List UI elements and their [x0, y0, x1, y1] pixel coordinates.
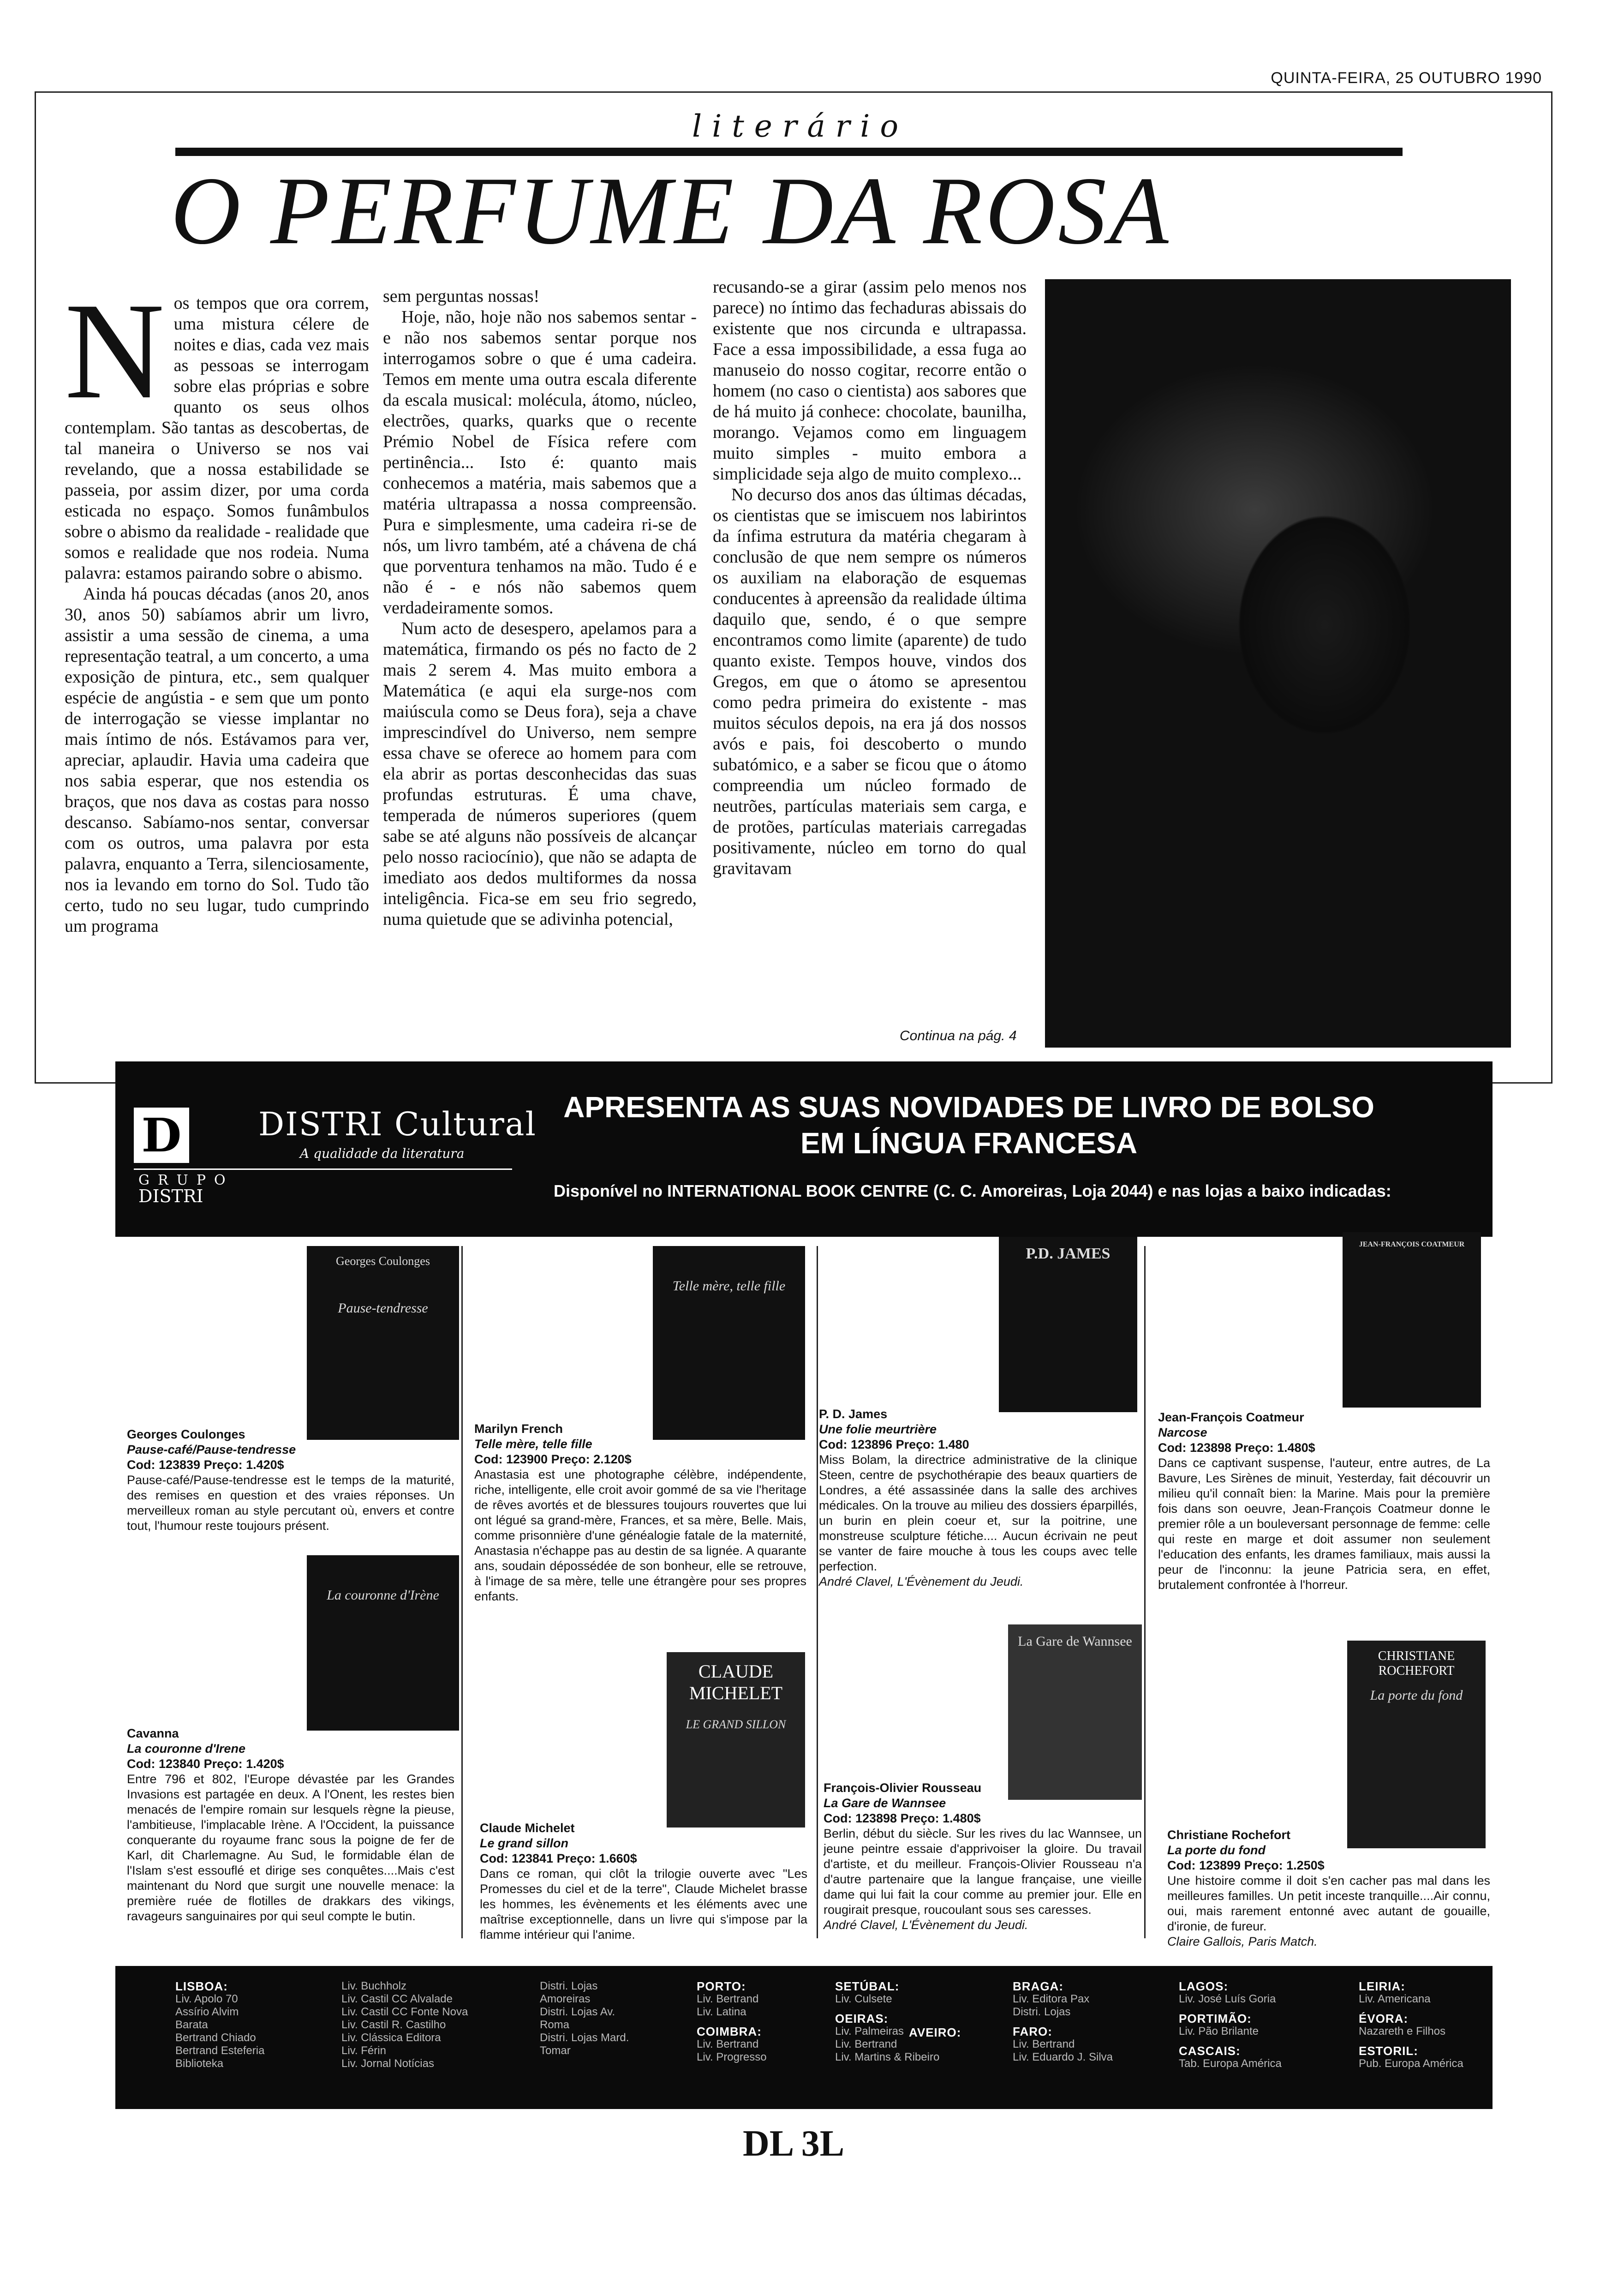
ad-availability: Disponível no INTERNATIONAL BOOK CENTRE (C. C. Amoreiras, Loja 2044) e nas lojas a baixo indicadas: [554, 1181, 1391, 1200]
book-entry [819, 1407, 1137, 1589]
book-entry [1158, 1410, 1490, 1593]
book-author: Cavanna [127, 1726, 179, 1740]
city-name: ÉVORA: [1359, 2012, 1409, 2025]
cover-author: JEAN-FRANÇOIS COATMEUR [1359, 1240, 1465, 1248]
store-group [909, 2026, 961, 2039]
city-name: LAGOS: [1179, 1979, 1229, 1993]
book-code: Cod: 123898 Preço: 1.480$ [824, 1811, 981, 1825]
book-quote: Claire Gallois, Paris Match. [1167, 1935, 1318, 1948]
store-item: Liv. Castil R. Castilho [341, 2019, 446, 2031]
book-author: Claude Michelet [480, 1821, 575, 1835]
column-divider [1144, 1246, 1146, 1938]
article-paragraph: Hoje, não, hoje não nos sabemos sentar - e não nos sabemos sentar porque nos interrogamos sobre o que é uma cadeira. Temos em mente uma outra escala diferente da escala musical: molécula, átomo, núcleo, electrões, quarks, quarks que o recente Prémio Nobel de Física refere com pertinência... Isto é: quanto mais conhecemos a matéria, mais sabemos que a matéria ultrapassa a nossa compreensão. Pura e simplesmente, uma cadeira ri-se de nós, um livro também, até a chávena de chá que porventura tenhamos na mão. Tudo é e não é - e nós não sabemos quem verdadeiramente somos. [383, 307, 697, 617]
header-rule [175, 148, 1403, 156]
book-code: Cod: 123896 Preço: 1.480 [819, 1438, 969, 1451]
book-description: Pause-café/Pause-tendresse est le temps de la maturité, des remises en question et des vraies réponses. Un merveilleux roman au style percutant où, envers et contre tout, l'humour reste toujours présent. [127, 1473, 454, 1533]
article-paragraph: recusando-se a girar (assim pelo menos nos parece) no íntimo das fechaduras abissais do existente que nos circunda e ultrapassa. Face a essa impossibilidade, a essa fuga ao manuseio do nosso cogitar, recorre então o homem (no caso o cientista) aos sabores que de há muito já conhece: chocolate, baunilha, morango. Vejamos como em linguagem muito simples - muito embora a simplicidade seja algo de muito complexo... [713, 277, 1027, 484]
book-code: Cod: 123898 Preço: 1.480$ [1158, 1441, 1315, 1455]
book-description: Dans ce captivant suspense, l'auteur, entre autres, de La Bavure, Les Sirènes de minuit, Yesterday, fait découvrir un milieu qu'il connaît bien: la Marine. Mais pour la première fois dans son oeuvre, Jean-François Coatmeur donne le premier rôle a un bouleversant personnage de femme: celle qui reste en marge et doit assumer non seulement l'education des enfants, les drames familiaux, mais aussi la peur de l'inconnu: la jeune Patricia sera, en effet, brutalement confrontée à l'horreur. [1158, 1456, 1490, 1592]
store-item: Distri. Lojas Av. Roma [540, 2006, 615, 2031]
store-item: Pub. Europa América [1359, 2057, 1463, 2070]
store-item: Assírio Alvim [175, 2006, 239, 2018]
issue-date: QUINTA-FEIRA, 25 OUTUBRO 1990 [1271, 69, 1542, 87]
store-group [697, 1980, 767, 2064]
article-paragraph: Num acto de desespero, apelamos para a matemática, firmando os pés no facto de 2 mais 2 serem 4. Mas muito embora a Matemática (e aqui ela surge-nos com maiúscula como se Deus fora), seja a chave imprescindível do Universo, nem sempre essa chave se oferece ao homem para com ela abrir as portas desconhecidas das suas profundas estruturas. É uma chave, temperada de números superiores (quem sabe se até alguns não possíveis de alcançar pelo nosso raciocínio), que não se adapta de imediato aos dedos multiformes da nossa inteligência. Fica-se em seu frio segredo, numa quietude que se adivinha potencial, [383, 619, 697, 929]
cover-title: La couronne d'Irène [327, 1588, 439, 1603]
city-name: ESTORIL: [1359, 2044, 1418, 2058]
article-paragraph: sem perguntas nossas! [383, 287, 540, 306]
ad-headline-line-1: APRESENTA AS SUAS NOVIDADES DE LIVRO DE BOLSO [563, 1091, 1374, 1124]
store-item: Liv. Pão Brilante [1179, 2025, 1259, 2037]
book-description: Berlin, début du siècle. Sur les rives du lac Wannsee, un jeune peintre essaie d'apprivoiser la gloire. Du travail d'artiste, et du meilleur. François-Olivier Rousseau n'a d'autre partenaire que la langue française, une vieille dame qui lui fait la cour comme au premier jour. Elle en rougirait presque, roucoulant sous ses caresses. [824, 1827, 1142, 1917]
ad-brand: DISTRI Cultural [258, 1105, 537, 1143]
store-item: Liv. Férin [341, 2044, 386, 2057]
city-name: LISBOA: [175, 1979, 228, 1993]
book-code: Cod: 123899 Preço: 1.250$ [1167, 1858, 1325, 1872]
store-item: Liv. Culsete [835, 1993, 892, 2005]
book-cover [1347, 1641, 1486, 1848]
book-cover [1008, 1624, 1142, 1800]
book-title: La couronne d'Irene [127, 1742, 245, 1756]
book-code: Cod: 123841 Preço: 1.660$ [480, 1852, 637, 1865]
store-group [1013, 1980, 1113, 2064]
store-item: Bertrand Esteferia [175, 2044, 265, 2057]
city-name: LEIRIA: [1359, 1979, 1405, 1993]
article-column-2 [383, 286, 697, 1052]
book-title: Narcose [1158, 1426, 1207, 1439]
book-entry [824, 1780, 1142, 1933]
cover-author: Georges Coulonges [336, 1254, 430, 1268]
cover-title: LE GRAND SILLON [686, 1718, 786, 1731]
city-name: COIMBRA: [697, 2025, 762, 2038]
publication-logo: DL 3L [743, 2123, 845, 2164]
store-item: Biblioteka [175, 2057, 224, 2070]
book-author: Jean-François Coatmeur [1158, 1410, 1304, 1424]
article-paragraph: Ainda há poucas décadas (anos 20, anos 30, anos 50) sabíamos abrir um livro, assistir a uma sessão de cinema, a uma representação teatral, a um concerto, a uma exposição de pintura, etc., sem qualquer espécie de angústia - e sem que um ponto de interrogação se viesse implantar no mais íntimo de nós. Estávamos para ver, apreciar, aplaudir. Havia uma cadeira que nos sabia esperar, que nos estendia os braços, que nos dava as costas para nosso descanso. Sabíamo-nos sentar, conversar com os outros, uma palavra por esta palavra, enquanto a Terra, silenciosamente, nos ia levando em torno do Sol. Tudo tão certo, tudo no seu lugar, tudo cumprindo um programa [65, 584, 369, 936]
city-name: PORTO: [697, 1979, 746, 1993]
store-group [1179, 1980, 1282, 2070]
book-title: La porte du fond [1167, 1843, 1266, 1857]
book-title: Le grand sillon [480, 1836, 569, 1850]
book-entry [474, 1421, 806, 1604]
book-author: François-Olivier Rousseau [824, 1781, 982, 1795]
rose-photo [1045, 279, 1511, 1048]
city-name: FARO: [1013, 2025, 1052, 2038]
book-code: Cod: 123900 Preço: 2.120$ [474, 1452, 632, 1466]
column-divider [817, 1246, 818, 1938]
ad-group: GRUPO [138, 1172, 234, 1188]
store-item: Distri. Lojas Amoreiras [540, 1980, 598, 2005]
book-cover [307, 1246, 459, 1440]
cover-title: Pause-tendresse [338, 1300, 428, 1316]
book-cover [667, 1652, 805, 1828]
column-divider [461, 1246, 463, 1938]
store-item: Bertrand Chiado [175, 2031, 256, 2044]
store-item: Liv. Editora Pax [1013, 1993, 1090, 2005]
book-cover [1343, 1232, 1481, 1408]
store-item: Liv. Americana [1359, 1993, 1431, 2005]
store-group [341, 1980, 468, 2070]
store-item: Liv. Bertrand [697, 2038, 759, 2050]
book-code: Cod: 123839 Preço: 1.420$ [127, 1458, 284, 1472]
book-author: Marilyn French [474, 1422, 563, 1436]
book-entry [127, 1726, 454, 1924]
book-entry [1167, 1828, 1490, 1949]
ad-tagline: A qualidade da literatura [300, 1146, 465, 1161]
book-entry [127, 1427, 454, 1534]
store-item: Liv. Bertrand [835, 2038, 897, 2050]
store-item: Distri. Lojas Mard. Tomar [540, 2031, 629, 2057]
book-cover [307, 1555, 459, 1731]
cover-title: Telle mère, telle fille [672, 1278, 786, 1294]
store-item: Distri. Lojas [1013, 2006, 1071, 2018]
store-item: Liv. Bertrand [1013, 2038, 1075, 2050]
book-title: Une folie meurtrière [819, 1422, 937, 1436]
store-group [175, 1980, 264, 2070]
book-description: Entre 796 et 802, l'Europe dévastée par les Grandes Invasions est partagée en deux. A l'Onent, les restes bien menacés de l'empire romain sur lesquels règne la pieuse, l'ambitieuse, l'implacable Irène. A l'Occident, la puissance conquerante du royaume franc sous la poigne de fer de Karl, dit Charlemagne. Au Sud, le formidable élan de l'Islam s'est essouflé et dirige ses conquêtes....Mais c'est maintenant du Nord que surgit une nouvelle menace: la première ruée de flotilles de drakkars des vikings, ravageurs sanguinaires por qui seul compte le butin. [127, 1772, 454, 1923]
book-cover [653, 1246, 805, 1440]
book-description: Anastasia est une photographe célèbre, indépendente, riche, intelligente, elle croit avoir gommé de sa vie l'heritage de rêves avortés et de blessures toujours rouvertes que lui ont légué sa grand-mère, Frances, et sa mère, Belle. Mais, comme prisonnière d'une généalogie fatale de la maternité, Anastasia n'échappe pas au destin de sa lignée. A quarante ans, soudain dépossédée de son bonheur, elle se retrouve, à l'image de sa mère, telle une étrangère pour ses propres enfants. [474, 1468, 806, 1603]
book-title: La Gare de Wannsee [824, 1796, 946, 1810]
book-quote: André Clavel, L'Évènement du Jeudi. [824, 1918, 1028, 1932]
ad-headline-line-2: EM LÍNGUA FRANCESA [800, 1127, 1138, 1160]
ad-headline [531, 1089, 1407, 1161]
store-item: Liv. Castil CC Fonte Nova [341, 2006, 468, 2018]
store-item: Liv. Progresso [697, 2051, 767, 2063]
book-description: Une histoire comme il doit s'en cacher pas mal dans les meilleures familles. Un petit inceste tranquille....Air connu, oui, mais rarement entonné avec autant de gouaille, d'ironie, de fureur. [1167, 1874, 1490, 1933]
city-name: SETÚBAL: [835, 1979, 900, 1993]
store-item: Liv. Latina [697, 2006, 746, 2018]
store-item: Liv. Castil CC Alvalade [341, 1993, 453, 2005]
article-column-1 [65, 293, 369, 1050]
city-name: AVEIRO: [909, 2025, 961, 2039]
article-paragraph: No decurso dos anos das últimas décadas, os cientistas que se imiscuem nos labirintos da ínfima estrutura da matéria chegaram à conclusão de que nem sempre os números os auxiliam na elaboração de esquemas conducentes à apreensão da realidade última daquilo que, sendo, é o que sempre encontramos como limite (aparente) de tudo quanto existe. Tempos houve, vindos dos Gregos, em que o átomo se apresentou como pedra primeira do existente - mas muitos séculos depois, na era já dos nossos avós e pais, foi descoberto o mundo subatómico, e a saber se ficou que o átomo compreendia um núcleo formado de neutrões, partículas materiais sem carga, e de protões, partículas materiais carregadas positivamente, núcleo em torno do qual gravitavam [713, 485, 1027, 878]
store-list-banner [115, 1966, 1493, 2109]
book-author: Georges Coulonges [127, 1427, 245, 1441]
book-description: Dans ce roman, qui clôt la trilogie ouverte avec "Les Promesses du ciel et de la terre", Claude Michelet brasse les hommes, les évènements et les éléments avec une maîtrise exceptionnelle, dans un livre qui s'impose par la flamme intérieur qui l'anime. [480, 1867, 807, 1941]
continued-note: Continua na pág. 4 [900, 1028, 1017, 1043]
city-name: OEIRAS: [835, 2012, 889, 2025]
cover-title: La porte du fond [1370, 1688, 1463, 1703]
article-column-3 [713, 277, 1027, 1048]
store-item: Liv. Jornal Notícias [341, 2057, 434, 2070]
store-item: Barata [175, 2019, 208, 2031]
cover-author: P.D. JAMES [1026, 1245, 1111, 1262]
store-item: Liv. José Luís Goria [1179, 1993, 1276, 2005]
city-name: CASCAIS: [1179, 2044, 1241, 2058]
store-item: Liv. Martins & Ribeiro [835, 2051, 940, 2063]
store-item: Nazareth e Filhos [1359, 2025, 1446, 2037]
book-code: Cod: 123840 Preço: 1.420$ [127, 1757, 284, 1771]
store-item: Tab. Europa América [1179, 2057, 1282, 2070]
book-quote: André Clavel, L'Évènement du Jeudi. [819, 1575, 1024, 1588]
store-item: Liv. Buchholz [341, 1980, 406, 1992]
article-headline: O PERFUME DA ROSA [171, 157, 1171, 264]
book-description: Miss Bolam, la directrice administrative de la clinique Steen, centre de psychothérapie des beaux quartiers de Londres, a été assassinée dans la salle des archives médicales. On la trouve au milieu des dossiers éparpillés, un burin en plein coeur et, sur la poitrine, une monstreuse sculpture fétiche.... Aucun écrivain ne peut se vanter de faire mouche à tous les coups avec telle perfection. [819, 1453, 1137, 1573]
section-title: literário [692, 108, 909, 144]
ad-divider [134, 1168, 512, 1170]
store-item: Liv. Eduardo J. Silva [1013, 2051, 1113, 2063]
city-name: PORTIMÃO: [1179, 2012, 1252, 2025]
cover-title: La Gare de Wannsee [1018, 1634, 1132, 1649]
book-author: P. D. James [819, 1407, 888, 1421]
cover-author: CHRISTIANE ROCHEFORT [1378, 1649, 1455, 1678]
city-name: BRAGA: [1013, 1979, 1063, 1993]
store-group [1359, 1980, 1463, 2070]
book-title: Telle mère, telle fille [474, 1437, 592, 1451]
store-item: Liv. Palmeiras [835, 2025, 904, 2037]
store-item: Liv. Bertrand [697, 1993, 759, 2005]
ad-group-name: DISTRI [138, 1186, 203, 1206]
store-item: Liv. Clássica Editora [341, 2031, 441, 2044]
book-cover [999, 1237, 1137, 1412]
store-group [540, 1980, 641, 2057]
book-title: Pause-café/Pause-tendresse [127, 1443, 296, 1456]
article-paragraph: os tempos que ora correm, uma mistura célere de noites e dias, cada vez mais as pessoas se interrogam sobre elas próprias e sobre quanto os seus olhos contemplam. São tantas as descobertas, de tal maneira o Universo se nos vai revelando, que a nossa estabilidade se passeia, por assim dizer, por uma corda esticada no espaço. Somos funâmbulos sobre o abismo da realidade - realidade que somos e realidade que nos rodeia. Numa palavra: estamos pairando sobre o abismo. [65, 294, 369, 583]
distri-logo-icon: D [134, 1108, 189, 1163]
store-item: Liv. Apolo 70 [175, 1993, 238, 2005]
cover-author: CLAUDE MICHELET [689, 1661, 783, 1703]
book-entry [480, 1821, 807, 1942]
book-author: Christiane Rochefort [1167, 1828, 1291, 1842]
store-group [835, 1980, 939, 2064]
drop-cap: N [65, 293, 165, 427]
